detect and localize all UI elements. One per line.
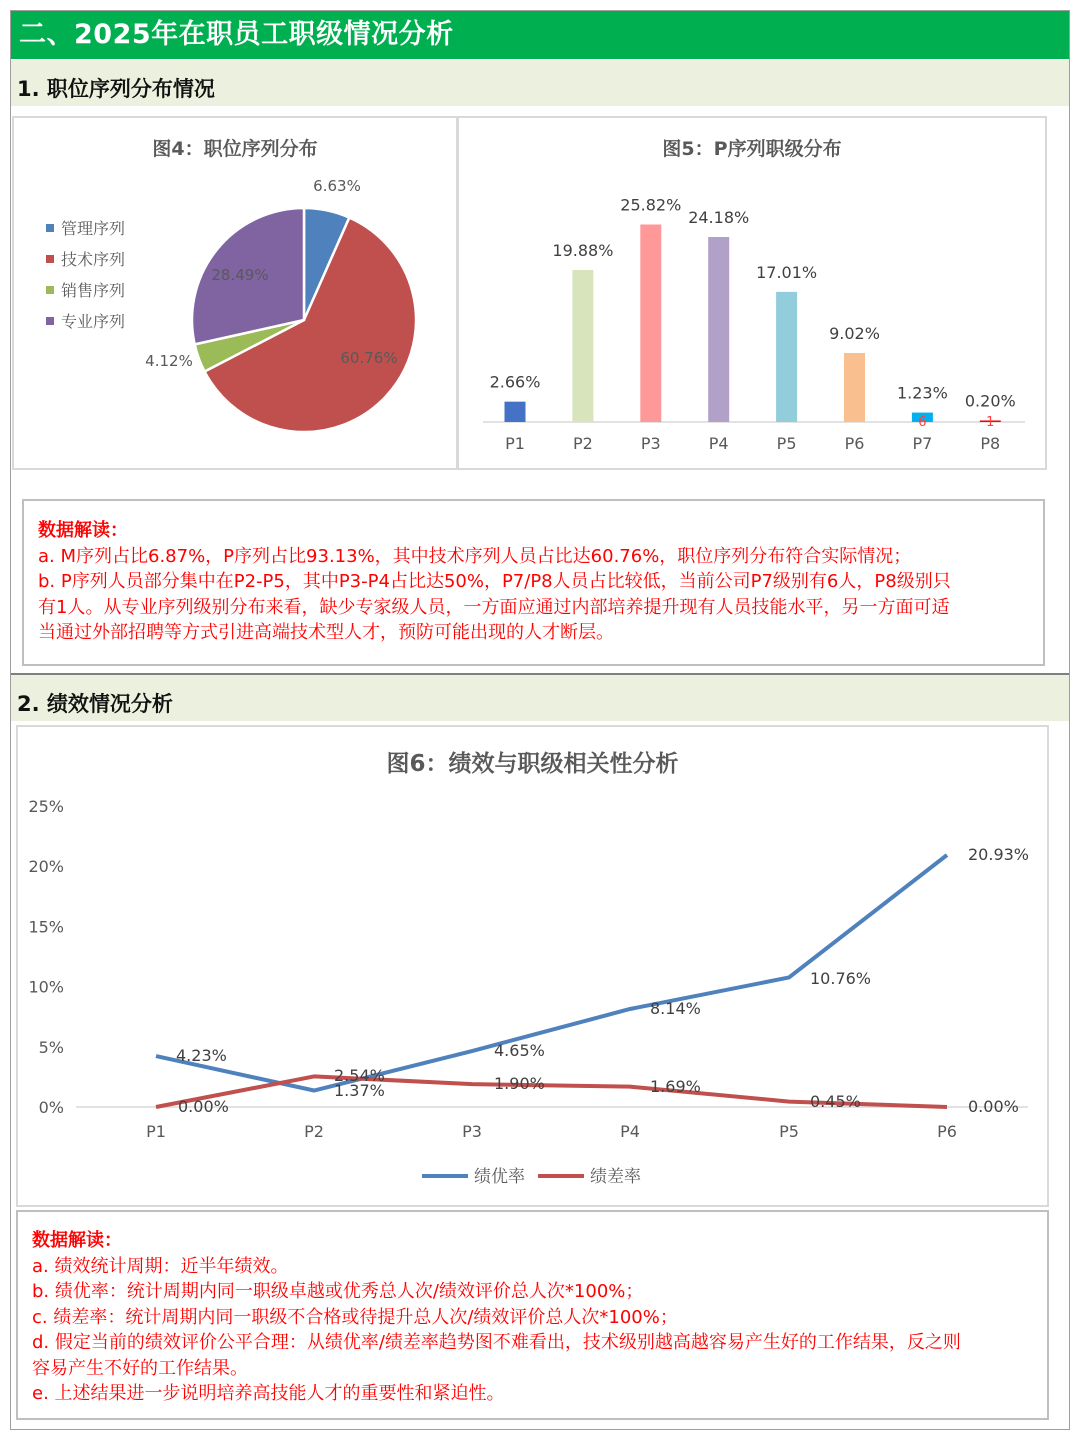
- line-data-label: 2.54%: [334, 1066, 385, 1085]
- bar-data-label: 2.66%: [489, 372, 541, 392]
- line-data-label: 10.76%: [810, 969, 872, 988]
- line-data-label: 8.14%: [650, 999, 701, 1018]
- pie-chart: [14, 118, 456, 468]
- bar-data-label: 0.20%: [964, 391, 1016, 411]
- interpretation-line: 当通过外部招聘等方式引进高端技术型人才，预防可能出现的人才断层。: [38, 622, 614, 643]
- legend-label: 绩优率: [474, 1167, 525, 1187]
- y-tick-label: 20%: [28, 857, 64, 877]
- bar-chart-title: 图5：P序列职级分布: [662, 138, 842, 160]
- x-tick-label: P8: [980, 434, 1001, 453]
- bar: [572, 270, 593, 422]
- line-data-label: 1.69%: [650, 1077, 701, 1096]
- x-tick-label: P3: [640, 434, 661, 453]
- pie-data-label: 6.63%: [313, 177, 361, 195]
- x-tick-label: P4: [708, 434, 729, 453]
- bar-data-label: 17.01%: [756, 262, 818, 282]
- bar-chart: [459, 118, 1045, 468]
- x-tick-label: P6: [844, 434, 865, 453]
- x-tick-label: P1: [505, 434, 525, 453]
- page-title: 二、2025年在职员工职级情况分析: [11, 11, 1069, 59]
- line-data-label: 1.90%: [494, 1074, 545, 1093]
- legend-label: 销售序列: [61, 281, 126, 300]
- pie-data-label: 28.49%: [211, 266, 269, 284]
- legend-swatch: [46, 286, 54, 294]
- bar-data-label: 9.02%: [829, 323, 880, 343]
- interpretation-line: a. 绩效统计周期：近半年绩效。: [32, 1255, 289, 1277]
- bar-chart-panel: [457, 116, 1047, 470]
- interpretation-line: 容易产生不好的工作结果。: [32, 1357, 248, 1379]
- legend-label: 管理序列: [61, 219, 126, 238]
- interpretation-box-2: [16, 1210, 1049, 1420]
- legend-swatch: [46, 255, 54, 263]
- line-chart: [18, 727, 1047, 1205]
- line-data-label: 1.37%: [334, 1081, 385, 1100]
- bar-inner-label: 6: [918, 415, 927, 430]
- pie-chart-panel: [12, 116, 458, 470]
- interpretation-box-1: [22, 499, 1045, 666]
- interpretation-title: 数据解读：: [32, 1230, 122, 1251]
- legend-swatch: [46, 317, 54, 325]
- bar-inner-label: 1: [986, 415, 995, 430]
- line-data-label: 0.00%: [178, 1097, 229, 1116]
- x-tick-label: P6: [937, 1122, 957, 1141]
- pie-data-label: 60.76%: [340, 349, 398, 367]
- line-data-label: 4.65%: [494, 1041, 545, 1060]
- bar-data-label: 1.23%: [896, 383, 948, 403]
- x-tick-label: P5: [776, 434, 797, 453]
- legend-label: 技术序列: [61, 250, 126, 269]
- x-tick-label: P2: [572, 434, 593, 453]
- y-tick-label: 15%: [28, 917, 64, 937]
- line-chart-panel: [16, 725, 1049, 1207]
- pie-data-label: 4.12%: [145, 352, 193, 370]
- interpretation-line: e. 上述结果进一步说明培养高技能人才的重要性和紧迫性。: [32, 1383, 505, 1404]
- x-tick-label: P1: [146, 1122, 166, 1141]
- y-tick-label: 0%: [38, 1098, 64, 1117]
- section-1-title: 1. 职位序列分布情况: [11, 60, 1069, 106]
- interpretation-line: d. 假定当前的绩效评价公平合理：从绩优率/绩差率趋势图不难看出，技术级别越高越容易产生好的工作结果，反之则: [32, 1332, 961, 1353]
- bar: [776, 292, 797, 422]
- x-tick-label: P7: [912, 434, 933, 453]
- bar: [505, 402, 526, 422]
- bar-data-label: 19.88%: [552, 240, 614, 260]
- bar: [640, 224, 661, 422]
- x-tick-label: P3: [462, 1122, 482, 1141]
- legend-label: 绩差率: [590, 1167, 641, 1187]
- x-tick-label: P4: [620, 1122, 640, 1141]
- line-data-label: 0.00%: [968, 1097, 1019, 1116]
- interpretation-line: c. 绩差率：统计周期内同一职级不合格或待提升总人次/绩效评价总人次*100%；: [32, 1306, 678, 1328]
- bar-data-label: 24.18%: [688, 208, 750, 228]
- x-tick-label: P2: [304, 1122, 324, 1141]
- interpretation-line: b. P序列人员部分集中在P2-P5，其中P3-P4占比达50%，P7/P8人员占比较低，当前公司P7级别有6人，P8级别只: [38, 571, 951, 592]
- interpretation-line: 有1人。从专业序列级别分布来看，缺少专家级人员，一方面应通过内部培养提升现有人员技能水平，另一方面可适: [38, 596, 950, 618]
- bar: [708, 237, 729, 422]
- pie-chart-title: 图4：职位序列分布: [152, 138, 318, 160]
- interpretation-line: b. 绩优率：统计周期内同一职级卓越或优秀总人次/绩效评价总人次*100%；: [32, 1281, 644, 1302]
- line-data-label: 0.45%: [810, 1092, 861, 1111]
- y-tick-label: 5%: [38, 1037, 64, 1057]
- section-2-title: 2. 绩效情况分析: [11, 675, 1069, 721]
- y-tick-label: 25%: [28, 797, 64, 816]
- legend-swatch: [46, 224, 54, 232]
- line-data-label: 20.93%: [968, 845, 1030, 864]
- line-data-label: 4.23%: [176, 1046, 227, 1065]
- y-tick-label: 10%: [28, 977, 64, 997]
- bar-data-label: 25.82%: [620, 195, 682, 215]
- x-tick-label: P5: [779, 1122, 799, 1141]
- bar: [844, 353, 865, 422]
- legend-label: 专业序列: [61, 312, 126, 331]
- line-chart-title: 图6：绩效与职级相关性分析: [386, 751, 679, 777]
- interpretation-line: a. M序列占比6.87%，P序列占比93.13%，其中技术序列人员占比达60.76%，职位序列分布符合实际情况；: [38, 545, 912, 567]
- interpretation-title: 数据解读：: [38, 520, 128, 541]
